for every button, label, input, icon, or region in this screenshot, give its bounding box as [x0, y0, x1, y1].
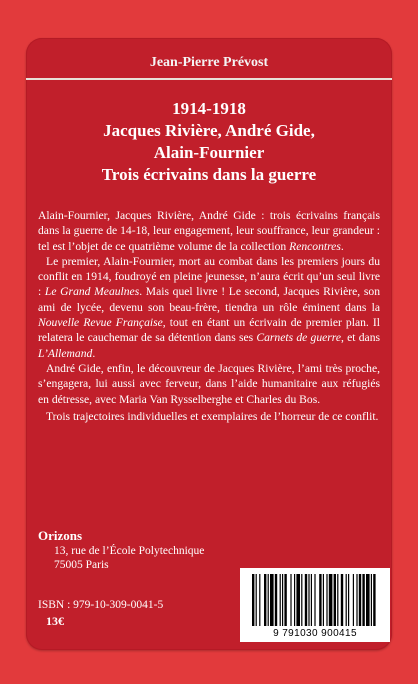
barcode: [240, 568, 390, 642]
publisher-block: [38, 528, 238, 572]
book-title-carnets: Carnets de guerre: [256, 331, 342, 345]
publisher-address-line1: 13, rue de l’École Polytechnique: [54, 545, 205, 557]
blurb-p2-text-a: Le premier, Alain-Fournier, mort au combat dans les premiers jours du conflit en 1914, foudroyé en pleine jeunesse, n’aura écrit qu’un seul livre :: [38, 254, 380, 299]
heading-title: Trois écrivains dans la guerre: [101, 165, 317, 184]
blurb-p2-end: .: [92, 346, 96, 360]
heading-names-line1: Jacques Rivière, André Gide,: [103, 121, 315, 140]
author-name: Jean-Pierre Prévost: [149, 55, 269, 70]
publisher-address-line2: 75005 Paris: [54, 559, 109, 571]
blurb-paragraph-3: André Gide, enfin, le découvreur de Jacques Rivière, l’ami très proche, s’engagera, lui aussi avec ferveur, dans l’aide humanitaire aux réfugiés en détresse, avec Maria Van Rysselberghe et Charles du Bos.: [38, 361, 380, 406]
book-title-grand-meaulnes: Le Grand Meaulnes: [44, 285, 140, 299]
blurb-paragraph-2: [38, 254, 380, 361]
price: 13€: [46, 614, 64, 628]
heading-names-line2: Alain-Fournier: [153, 143, 265, 162]
blurb-text: [38, 208, 380, 424]
journal-title-nrf: Nouvelle Revue Française: [38, 316, 163, 330]
divider-rule: [26, 78, 392, 80]
blurb-p1-text: Alain-Fournier, Jacques Rivière, André Gide : trois écrivains français dans la guerre de 14-18, leur engagement, leur souffrance, leur grandeur : tel est l’objet de ce quatrième volume de la collection: [38, 209, 380, 253]
blurb-paragraph-1: [38, 208, 380, 254]
blurb-p2-text-b: . Mais quel livre ! Le second, Jacques Rivière, son ami de lycée, devenu son beau-frère, tiendra un rôle éminent dans la: [38, 285, 380, 314]
cover-panel: [26, 38, 392, 650]
blurb-p1-end: .: [340, 239, 344, 253]
blurb-p2-text-c: , tout en étant un écrivain de premier plan. Il relatera le cauchemar de sa détention dans ses: [38, 316, 380, 345]
collection-name: Rencontres: [289, 239, 341, 253]
heading-years: 1914-1918: [172, 99, 246, 118]
blurb-paragraph-4: Trois trajectoires individuelles et exemplaires de l’horreur de ce conflit.: [46, 409, 379, 423]
book-title-allemand: L’Allemand: [38, 346, 93, 360]
book-heading: [26, 98, 392, 186]
publisher-name: Orizons: [38, 528, 83, 543]
barcode-digits: 9 791030 900415: [273, 628, 357, 639]
blurb-p2-text-d: , et dans: [341, 331, 381, 345]
isbn: ISBN : 979-10-309-0041-5: [38, 599, 164, 611]
